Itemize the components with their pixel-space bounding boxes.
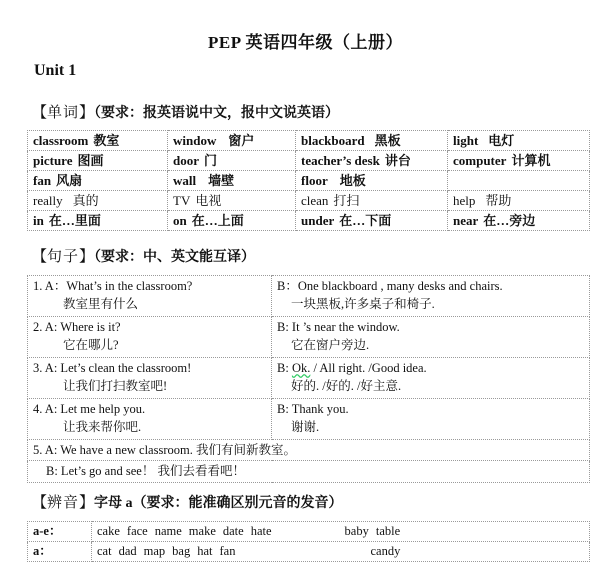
phonics-word: dad bbox=[118, 544, 137, 558]
sentence-full-cell: 5. A: We have a new classroom. 我们有间新教室。 bbox=[28, 440, 590, 461]
vocab-section-heading bbox=[32, 101, 339, 122]
vocab-cell bbox=[448, 131, 590, 151]
bracket-open: 【 bbox=[32, 495, 48, 511]
table-row bbox=[28, 131, 590, 151]
phonics-word: bag bbox=[172, 544, 191, 558]
section-label: 单词 bbox=[47, 105, 80, 121]
table-row bbox=[28, 151, 590, 171]
vocab-cell bbox=[296, 151, 448, 171]
table-row bbox=[28, 522, 590, 542]
phonics-word: hat bbox=[197, 544, 213, 558]
sentence-a-cell bbox=[28, 399, 272, 440]
vocab-en: in bbox=[33, 213, 44, 228]
phonics-table bbox=[27, 521, 590, 562]
bracket-open: 【 bbox=[32, 105, 48, 121]
bracket-open: 【 bbox=[32, 249, 48, 265]
vocab-cell bbox=[168, 191, 296, 211]
vocab-cell bbox=[168, 151, 296, 171]
vocab-zh: 在…上面 bbox=[191, 213, 244, 228]
vocab-zh: 打扫 bbox=[333, 193, 360, 208]
vocab-cell bbox=[448, 191, 590, 211]
vocab-en: window bbox=[173, 133, 217, 148]
vocab-zh: 风扇 bbox=[56, 173, 83, 188]
vocab-en: clean bbox=[301, 193, 329, 208]
table-row bbox=[28, 461, 590, 483]
vocab-zh: 真的 bbox=[72, 193, 99, 208]
section-requirement: （要求：能准确区别元音的发音） bbox=[132, 496, 343, 511]
sentence-zh: 它在窗户旁边. bbox=[291, 338, 370, 352]
phonics-word: fan bbox=[219, 544, 236, 558]
vocab-en: light bbox=[453, 133, 479, 148]
vocab-zh: 计算机 bbox=[511, 153, 551, 168]
page-title: PEP 英语四年级（上册） bbox=[208, 33, 403, 52]
bracket-close: 】 bbox=[79, 495, 95, 511]
vocab-en: computer bbox=[453, 153, 507, 168]
vocab-en: fan bbox=[33, 173, 52, 188]
section-requirement: （要求：中、英文能互译） bbox=[94, 250, 256, 265]
table-row bbox=[28, 317, 590, 358]
vocab-en: classroom bbox=[33, 133, 89, 148]
sentence-zh: 它在哪儿? bbox=[63, 338, 119, 352]
vocab-cell bbox=[168, 131, 296, 151]
sentence-section-heading bbox=[32, 245, 255, 266]
vocab-zh: 电视 bbox=[195, 193, 222, 208]
sentence-a-cell bbox=[28, 317, 272, 358]
vocab-cell bbox=[296, 131, 448, 151]
vocab-en: teacher’s desk bbox=[301, 153, 380, 168]
vocab-table bbox=[27, 130, 590, 231]
sentence-b-cell bbox=[272, 358, 590, 399]
vocab-cell bbox=[448, 151, 590, 171]
vocab-cell bbox=[296, 211, 448, 231]
unit-heading: Unit 1 bbox=[34, 62, 77, 79]
sentence-a-cell bbox=[28, 276, 272, 317]
vocab-en: on bbox=[173, 213, 187, 228]
table-row bbox=[28, 276, 590, 317]
vocab-cell bbox=[168, 211, 296, 231]
phonics-word: name bbox=[154, 524, 182, 538]
sentence-b-cell bbox=[272, 317, 590, 358]
vocab-zh: 墙壁 bbox=[208, 173, 235, 188]
phonics-word: face bbox=[126, 524, 148, 538]
vocab-cell bbox=[28, 171, 168, 191]
vocab-zh: 在…下面 bbox=[339, 213, 392, 228]
vocab-en: picture bbox=[33, 153, 73, 168]
sentence-en: B：One blackboard , many desks and chairs. bbox=[277, 279, 503, 293]
vocab-cell bbox=[448, 211, 590, 231]
sentence-zh: 让我们打扫教室吧! bbox=[63, 379, 168, 393]
phonics-word: cat bbox=[97, 544, 112, 558]
phonics-word: map bbox=[143, 544, 166, 558]
phonics-word: hate bbox=[250, 524, 272, 538]
vocab-cell-empty bbox=[448, 171, 590, 191]
phonics-words bbox=[92, 522, 590, 542]
vocab-en: TV bbox=[173, 193, 191, 208]
phonics-word-extra: baby bbox=[344, 524, 369, 538]
phonics-words bbox=[92, 542, 590, 562]
phonics-word: make bbox=[188, 524, 216, 538]
sentence-full-cell: B: Let’s go and see！ 我们去看看吧！ bbox=[28, 461, 590, 483]
vocab-cell bbox=[28, 191, 168, 211]
table-row bbox=[28, 399, 590, 440]
table-row bbox=[28, 211, 590, 231]
vocab-en: help bbox=[453, 193, 476, 208]
vocab-zh: 帮助 bbox=[485, 193, 512, 208]
vocab-en: wall bbox=[173, 173, 197, 188]
table-row bbox=[28, 440, 590, 461]
vocab-cell bbox=[28, 211, 168, 231]
section-label: 句子 bbox=[47, 249, 80, 265]
vocab-en: near bbox=[453, 213, 479, 228]
section-requirement: （要求：报英语说中文，报中文说英语） bbox=[94, 106, 340, 121]
vocab-zh: 窗户 bbox=[228, 133, 255, 148]
phonics-word-extra: candy bbox=[370, 544, 401, 558]
sentence-zh: 好的. /好的. /好主意. bbox=[291, 379, 402, 393]
vocab-zh: 在…旁边 bbox=[483, 213, 536, 228]
sentence-en-rest: / All right. /Good idea. bbox=[310, 361, 427, 375]
table-row bbox=[28, 171, 590, 191]
vocab-cell bbox=[28, 151, 168, 171]
sentence-en: 3. A: Let’s clean the classroom! bbox=[33, 361, 192, 375]
vocab-en: blackboard bbox=[301, 133, 365, 148]
sentence-en: B: Thank you. bbox=[277, 402, 349, 416]
table-row bbox=[28, 542, 590, 562]
sentence-zh: 一块黑板,许多桌子和椅子. bbox=[291, 297, 435, 311]
sentence-a-cell bbox=[28, 358, 272, 399]
table-row bbox=[28, 358, 590, 399]
section-label: 辨音 bbox=[47, 495, 80, 511]
sentence-en: 2. A: Where is it? bbox=[33, 320, 121, 334]
vocab-cell bbox=[28, 131, 168, 151]
vocab-cell bbox=[296, 191, 448, 211]
phonics-section-heading bbox=[32, 491, 343, 512]
bracket-close: 】 bbox=[79, 105, 95, 121]
phonics-word-extra: table bbox=[375, 524, 401, 538]
sentence-en: B: It ’s near the window. bbox=[277, 320, 400, 334]
sentence-en: 4. A: Let me help you. bbox=[33, 402, 146, 416]
sentence-en-ok: Ok. bbox=[291, 361, 311, 375]
vocab-zh: 教室 bbox=[93, 133, 120, 148]
sentence-zh: 谢谢. bbox=[291, 420, 320, 434]
sentence-table bbox=[27, 275, 590, 483]
phonics-word: date bbox=[222, 524, 244, 538]
vocab-en: door bbox=[173, 153, 199, 168]
table-row bbox=[28, 191, 590, 211]
phonics-word: cake bbox=[97, 524, 120, 538]
vocab-zh: 门 bbox=[204, 153, 218, 168]
vocab-zh: 讲台 bbox=[384, 153, 411, 168]
sentence-zh: 教室里有什么 bbox=[63, 297, 139, 311]
vocab-en: floor bbox=[301, 173, 328, 188]
vocab-zh: 图画 bbox=[77, 153, 104, 168]
vocab-en: under bbox=[301, 213, 335, 228]
vocab-zh: 地板 bbox=[339, 173, 366, 188]
sentence-en-prefix: B: bbox=[277, 361, 292, 375]
vocab-zh: 电灯 bbox=[488, 133, 515, 148]
vocab-cell bbox=[168, 171, 296, 191]
vocab-cell bbox=[296, 171, 448, 191]
vocab-en: really bbox=[33, 193, 63, 208]
sentence-b-cell bbox=[272, 276, 590, 317]
vocab-zh: 黑板 bbox=[374, 133, 401, 148]
phonics-key: a-e： bbox=[28, 522, 92, 542]
section-letter: 字母 a bbox=[94, 496, 133, 511]
sentence-b-cell bbox=[272, 399, 590, 440]
sentence-en: 1. A：What’s in the classroom? bbox=[33, 279, 193, 293]
sentence-zh: 让我来帮你吧. bbox=[63, 420, 142, 434]
vocab-zh: 在…里面 bbox=[48, 213, 101, 228]
bracket-close: 】 bbox=[79, 249, 95, 265]
phonics-key: a： bbox=[28, 542, 92, 562]
